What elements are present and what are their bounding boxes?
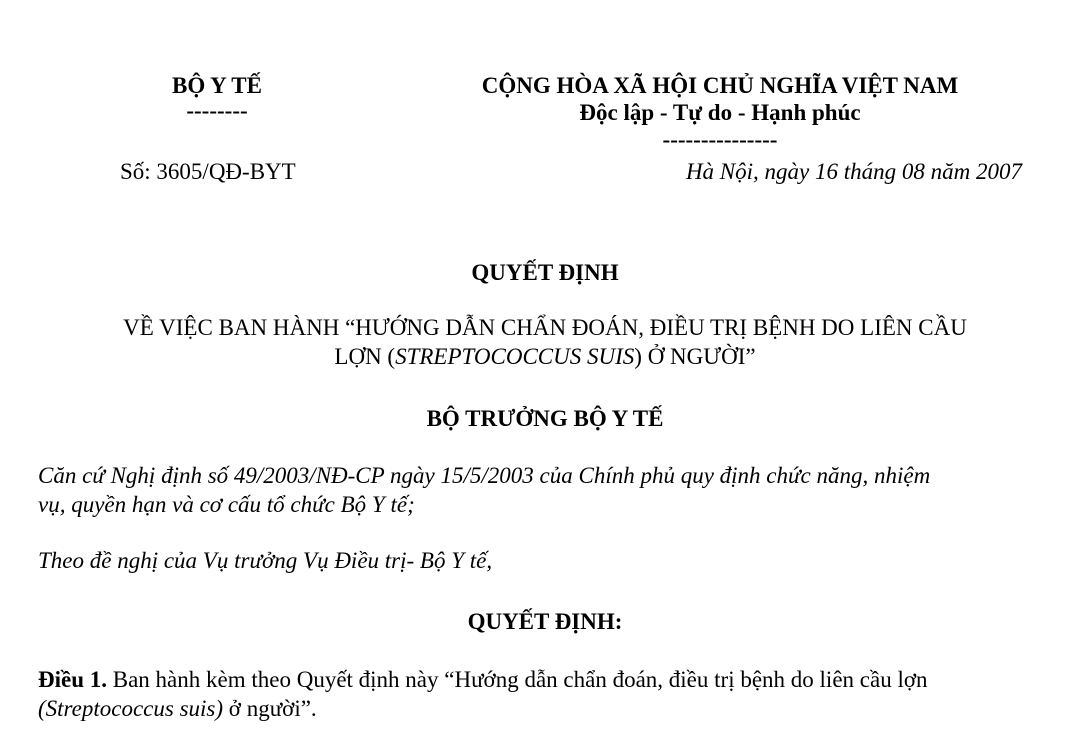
article-1-latin-name: (Streptococcus suis) bbox=[38, 696, 224, 721]
article-1-continued bbox=[38, 695, 317, 723]
org-divider: -------- bbox=[186, 98, 248, 123]
national-motto: Độc lập - Tự do - Hạnh phúc bbox=[579, 100, 861, 125]
subject-line-2 bbox=[0, 343, 1090, 371]
decision-heading: QUYẾT ĐỊNH: bbox=[467, 609, 623, 634]
issuing-authority: BỘ TRƯỞNG BỘ Y TẾ bbox=[426, 406, 664, 431]
article-1 bbox=[38, 666, 928, 694]
article-1-label: Điều 1. bbox=[38, 667, 107, 692]
legal-basis-line-1-continued: vụ, quyền hạn và cơ cấu tổ chức Bộ Y tế; bbox=[38, 492, 415, 517]
legal-basis-line-2: Theo đề nghị của Vụ trưởng Vụ Điều trị- Bộ Y tế, bbox=[38, 548, 493, 573]
document-heading: QUYẾT ĐỊNH bbox=[471, 260, 619, 285]
legal-basis-line-1: Căn cứ Nghị định số 49/2003/NĐ-CP ngày 15/5/2003 của Chính phủ quy định chức năng, nhiệm bbox=[38, 463, 931, 488]
document-number: Số: 3605/QĐ-BYT bbox=[120, 159, 296, 184]
subject-line-1: VỀ VIỆC BAN HÀNH “HƯỚNG DẪN CHẨN ĐOÁN, ĐIỀU TRỊ BỆNH DO LIÊN CẦU bbox=[123, 315, 967, 340]
motto-divider: --------------- bbox=[662, 127, 778, 152]
article-1-text: Ban hành kèm theo Quyết định này “Hướng dẫn chẩn đoán, điều trị bệnh do liên cầu lợn bbox=[107, 667, 928, 692]
country-name: CỘNG HÒA XÃ HỘI CHỦ NGHĨA VIỆT NAM bbox=[481, 73, 959, 98]
place-and-date: Hà Nội, ngày 16 tháng 08 năm 2007 bbox=[685, 159, 1022, 184]
subject-latin-name: STREPTOCOCCUS SUIS bbox=[395, 344, 635, 369]
article-1-ending: ở người”. bbox=[223, 696, 317, 721]
subject-line-2-prefix: LỢN ( bbox=[334, 344, 396, 369]
org-name: BỘ Y TẾ bbox=[172, 73, 262, 98]
subject-line-2-suffix: ) Ở NGƯỜI” bbox=[634, 344, 756, 369]
